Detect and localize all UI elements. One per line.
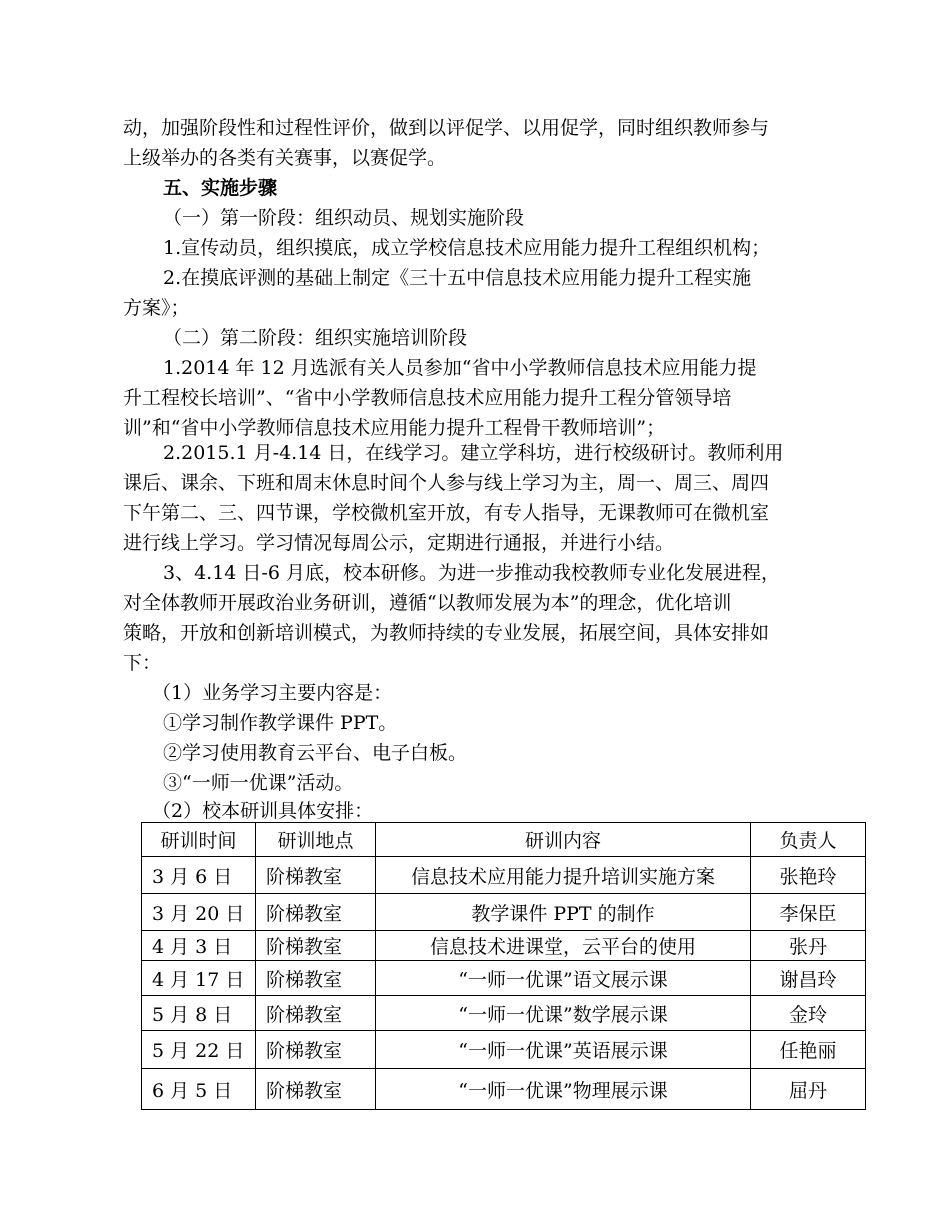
cell-owner: 屈丹	[751, 1069, 866, 1110]
cell-content: “一师一优课”数学展示课	[376, 996, 751, 1031]
paragraph-line: 训”和“省中小学教师信息技术应用能力提升工程骨干教师培训”；	[123, 417, 666, 439]
paragraph-line: 策略，开放和创新培训模式，为教师持续的专业发展，拓展空间，具体安排如	[123, 622, 770, 644]
cell-content: “一师一优课”语文展示课	[376, 961, 751, 996]
cell-content: 信息技术进课堂，云平台的使用	[376, 931, 751, 961]
stage-heading: （二）第二阶段：组织实施培训阶段	[163, 327, 468, 349]
cell-content: 信息技术应用能力提升培训实施方案	[376, 857, 751, 894]
cell-time: 6 月 5 日	[142, 1069, 256, 1110]
cell-place: 阶梯教室	[256, 931, 376, 961]
table-row	[142, 961, 866, 996]
stage-heading: （一）第一阶段：组织动员、规划实施阶段	[163, 207, 525, 229]
paragraph-line: 方案》；	[123, 297, 190, 319]
table-row	[142, 1069, 866, 1110]
table-row	[142, 1031, 866, 1069]
cell-content: “一师一优课”物理展示课	[376, 1069, 751, 1110]
list-item: ①学习制作教学课件 PPT。	[163, 712, 398, 734]
cell-time: 4 月 3 日	[142, 931, 256, 961]
cell-place: 阶梯教室	[256, 1031, 376, 1069]
table-row	[142, 857, 866, 894]
cell-place: 阶梯教室	[256, 1069, 376, 1110]
cell-place: 阶梯教室	[256, 857, 376, 894]
cell-time: 3 月 6 日	[142, 857, 256, 894]
subheading: （1）业务学习主要内容是：	[152, 682, 393, 704]
cell-owner: 谢昌玲	[751, 961, 866, 996]
paragraph-line: 动，加强阶段性和过程性评价，做到以评促学、以用促学，同时组织教师参与	[123, 117, 770, 139]
cell-owner: 金玲	[751, 996, 866, 1031]
paragraph-line: 1.2014 年 12 月选派有关人员参加“省中小学教师信息技术应用能力提	[163, 357, 757, 379]
cell-time: 3 月 20 日	[142, 894, 256, 931]
cell-owner: 张艳玲	[751, 857, 866, 894]
cell-content: 教学课件 PPT 的制作	[376, 894, 751, 931]
paragraph-line: 下午第二、三、四节课，学校微机室开放，有专人指导，无课教师可在微机室	[123, 502, 770, 524]
cell-place: 阶梯教室	[256, 996, 376, 1031]
paragraph-line: 2.2015.1 月-4.14 日，在线学习。建立学科坊，进行校级研讨。教师利用	[163, 442, 784, 464]
paragraph-line: 升工程校长培训”、“省中小学教师信息技术应用能力提升工程分管领导培	[123, 387, 732, 409]
header-time: 研训时间	[142, 823, 256, 857]
cell-owner: 张丹	[751, 931, 866, 961]
list-item: ②学习使用教育云平台、电子白板。	[163, 742, 468, 764]
paragraph-line: 下：	[123, 652, 162, 674]
header-owner: 负责人	[751, 823, 866, 857]
table-row	[142, 931, 866, 961]
header-content: 研训内容	[376, 823, 751, 857]
paragraph-line: 课后、课余、下班和周末休息时间个人参与线上学习为主，周一、周三、周四	[123, 472, 770, 494]
table-row	[142, 894, 866, 931]
cell-time: 5 月 22 日	[142, 1031, 256, 1069]
section-heading: 五、实施步骤	[163, 177, 278, 199]
list-item: ③“一师一优课”活动。	[163, 772, 354, 794]
paragraph-line: 上级举办的各类有关赛事，以赛促学。	[123, 147, 447, 169]
subheading: （2）校本研训具体安排：	[152, 800, 374, 822]
paragraph-line: 1.宣传动员，组织摸底，成立学校信息技术应用能力提升工程组织机构；	[163, 237, 771, 259]
paragraph-line: 对全体教师开展政治业务研训，遵循“以教师发展为本”的理念，优化培训	[123, 592, 732, 614]
cell-place: 阶梯教室	[256, 894, 376, 931]
header-place: 研训地点	[256, 823, 376, 857]
cell-content: “一师一优课”英语展示课	[376, 1031, 751, 1069]
schedule-table	[141, 822, 866, 1110]
table-row	[142, 996, 866, 1031]
paragraph-line: 2.在摸底评测的基础上制定《三十五中信息技术应用能力提升工程实施	[163, 267, 752, 289]
cell-place: 阶梯教室	[256, 961, 376, 996]
table-header-row	[142, 823, 866, 857]
cell-owner: 任艳丽	[751, 1031, 866, 1069]
cell-time: 4 月 17 日	[142, 961, 256, 996]
cell-time: 5 月 8 日	[142, 996, 256, 1031]
paragraph-line: 3、4.14 日-6 月底，校本研修。为进一步推动我校教师专业化发展进程，	[163, 562, 780, 584]
cell-owner: 李保臣	[751, 894, 866, 931]
paragraph-line: 进行线上学习。学习情况每周公示，定期进行通报，并进行小结。	[123, 532, 675, 554]
